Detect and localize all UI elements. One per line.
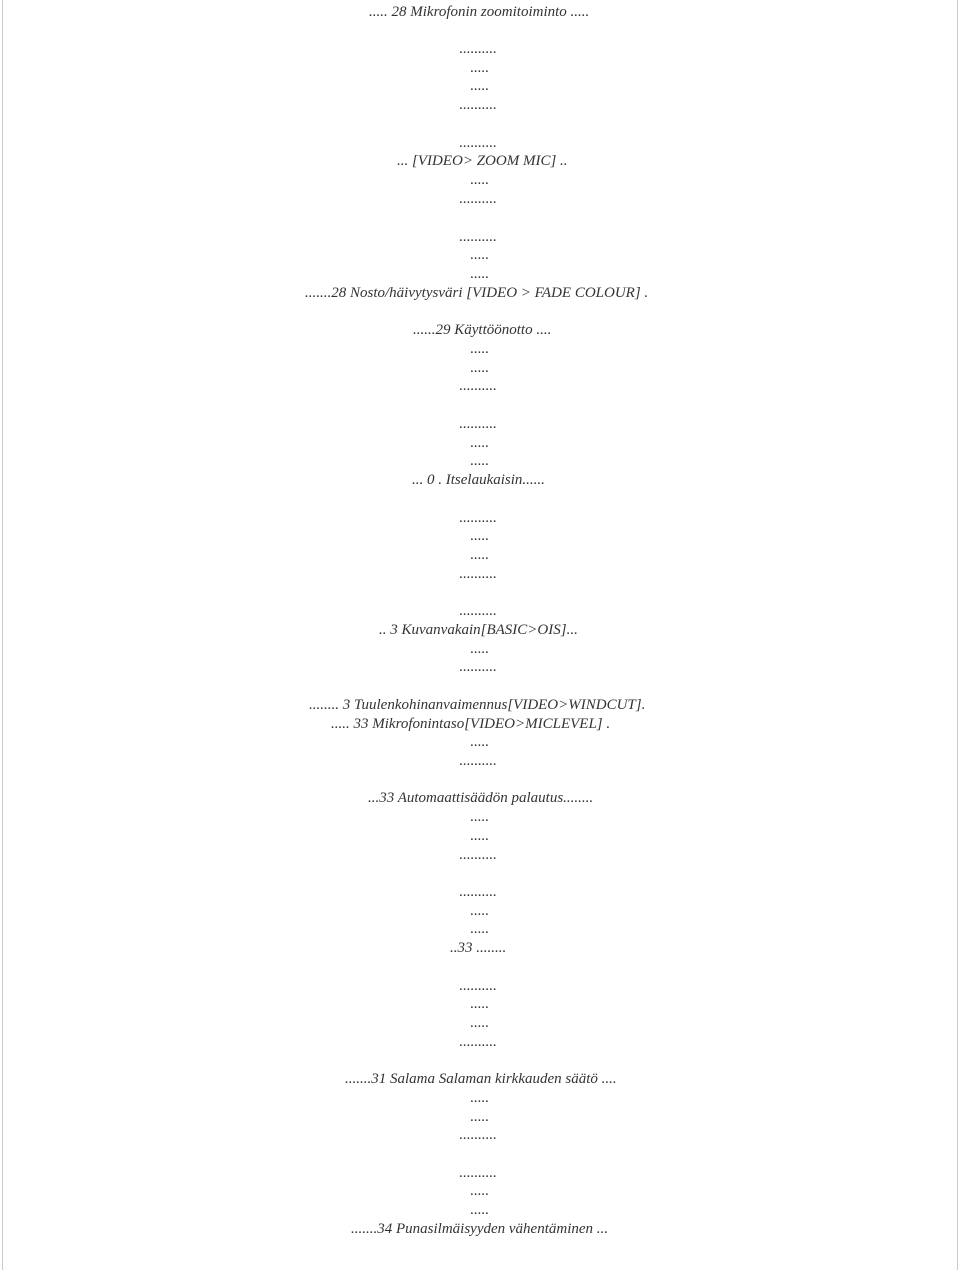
- toc-line: ........ 3 Tuulenkohinanvaimennus[VIDEO>WINDCUT].: [309, 697, 646, 713]
- toc-line: .....: [470, 78, 489, 94]
- toc-line: .......31 Salama Salaman kirkkauden säätö ....: [345, 1071, 617, 1087]
- toc-line: ..........: [459, 659, 497, 675]
- toc-line: .....: [470, 360, 489, 376]
- toc-line: .....: [470, 341, 489, 357]
- toc-line: .....: [470, 60, 489, 76]
- toc-line: ... [VIDEO> ZOOM MIC] ..: [397, 153, 568, 169]
- toc-line: ...33 Automaattisäädön palautus........: [368, 790, 594, 806]
- toc-line: ..........: [459, 229, 497, 245]
- toc-line: ..........: [459, 97, 497, 113]
- toc-line: ..........: [459, 847, 497, 863]
- toc-line: ..........: [459, 978, 497, 994]
- toc-line: .....: [470, 547, 489, 563]
- toc-line: .....: [470, 921, 489, 937]
- toc-line: ..33 ........: [450, 940, 507, 956]
- toc-line: ..........: [459, 510, 497, 526]
- toc-line: ..........: [459, 416, 497, 432]
- toc-line: .....: [470, 1090, 489, 1106]
- toc-line: .....: [470, 435, 489, 451]
- toc-line: .....: [470, 1202, 489, 1218]
- toc-line: .. 3 Kuvanvakain[BASIC>OIS]...: [379, 622, 578, 638]
- toc-line: ..... 33 Mikrofonintaso[VIDEO>MICLEVEL] .: [331, 716, 611, 732]
- toc-line: .......34 Punasilmäisyyden vähentäminen ...: [351, 1221, 609, 1237]
- toc-line: .......28 Nosto/häivytysväri [VIDEO > FADE COLOUR] .: [305, 285, 649, 301]
- toc-line: .....: [470, 172, 489, 188]
- toc-line: .....: [470, 828, 489, 844]
- toc-line: ..........: [459, 41, 497, 57]
- toc-line: ..........: [459, 753, 497, 769]
- toc-line: ..........: [459, 1034, 497, 1050]
- toc-line: ..........: [459, 603, 497, 619]
- toc-line: .....: [470, 1109, 489, 1125]
- toc-line: .....: [470, 734, 489, 750]
- toc-line: .....: [470, 1183, 489, 1199]
- toc-line: .....: [470, 996, 489, 1012]
- toc-line: ..........: [459, 135, 497, 151]
- toc-line: ..........: [459, 191, 497, 207]
- toc-line: ..........: [459, 566, 497, 582]
- toc-line: ..........: [459, 378, 497, 394]
- toc-line: ......29 Käyttöönotto ....: [413, 322, 552, 338]
- toc-line: .....: [470, 528, 489, 544]
- toc-line: ..... 28 Mikrofonin zoomitoiminto .....: [369, 4, 590, 20]
- toc-line: .....: [470, 247, 489, 263]
- toc-line: .....: [470, 641, 489, 657]
- toc-line: ... 0 . Itselaukaisin......: [412, 472, 545, 488]
- toc-line: .....: [470, 903, 489, 919]
- toc-line: ..........: [459, 884, 497, 900]
- toc-line: .....: [470, 1015, 489, 1031]
- toc-line: .....: [470, 809, 489, 825]
- toc-line: ..........: [459, 1165, 497, 1181]
- toc-line: .....: [470, 266, 489, 282]
- toc-line: ..........: [459, 1127, 497, 1143]
- toc-line: .....: [470, 453, 489, 469]
